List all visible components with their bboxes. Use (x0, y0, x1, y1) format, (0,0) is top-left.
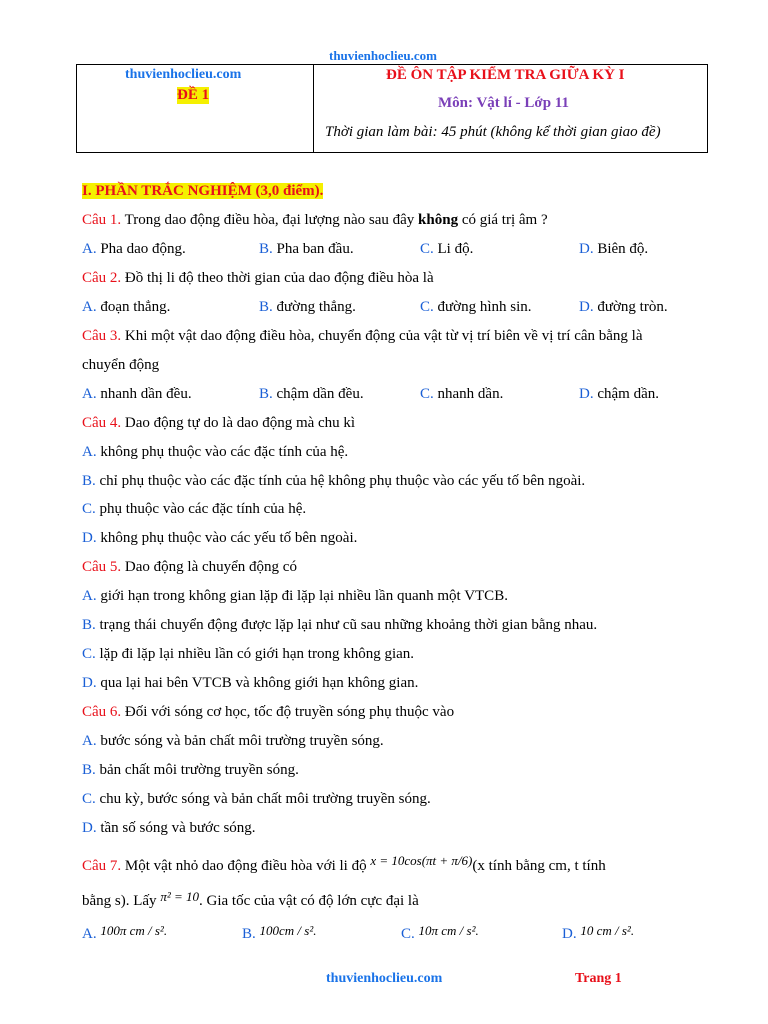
q6-option-c[interactable]: C. chu kỳ, bước sóng và bản chất môi trường truyền sóng. (82, 791, 431, 807)
exam-subject: Môn: Vật lí - Lớp 11 (438, 95, 569, 111)
exam-title: ĐỀ ÔN TẬP KIỂM TRA GIỮA KỲ I (386, 67, 625, 83)
q7-formula-2: π² = 10 (160, 889, 199, 904)
q3-option-d[interactable]: D. chậm dần. (579, 386, 659, 402)
q2-option-d[interactable]: D. đường tròn. (579, 299, 668, 315)
q4-option-d[interactable]: D. không phụ thuộc vào các yếu tố bên ngoài. (82, 530, 358, 546)
q3-option-c[interactable]: C. nhanh dần. (420, 386, 504, 402)
q3-option-a[interactable]: A. nhanh dần đều. (82, 386, 192, 402)
q1-option-c[interactable]: C. Li độ. (420, 241, 474, 257)
q6-option-b[interactable]: B. bản chất môi trường truyền sóng. (82, 762, 299, 778)
q7-option-b[interactable]: B. 100cm / s². (242, 923, 317, 942)
q2-option-b[interactable]: B. đường thẳng. (259, 299, 356, 315)
question-4: Câu 4. Dao động tự do là dao động mà chu kì (82, 415, 356, 431)
question-7: Câu 7. Một vật nhỏ dao động điều hòa với li độ x = 10cos(πt + π/6)(x tính bằng cm, t tính (82, 853, 606, 874)
question-1: Câu 1. Trong dao động điều hòa, đại lượng nào sau đây không có giá trị âm ? (82, 212, 548, 228)
q2-option-a[interactable]: A. đoạn thẳng. (82, 299, 171, 315)
q5-option-c[interactable]: C. lặp đi lặp lại nhiều lần có giới hạn trong không gian. (82, 646, 415, 662)
q7-option-c[interactable]: C. 10π cm / s². (401, 923, 479, 942)
q5-option-a[interactable]: A. giới hạn trong không gian lặp đi lặp lại nhiều lần quanh một VTCB. (82, 588, 508, 604)
footer-site-link[interactable]: thuvienhoclieu.com (326, 971, 443, 986)
q5-option-d[interactable]: D. qua lại hai bên VTCB và không giới hạn không gian. (82, 675, 419, 691)
question-3: Câu 3. Khi một vật dao động điều hòa, chuyển động của vật từ vị trí biên về vị trí cân bằng là (82, 328, 643, 344)
question-7-cont: bằng s). Lấy π² = 10. Gia tốc của vật có độ lớn cực đại là (82, 889, 419, 909)
question-5: Câu 5. Dao động là chuyển động có (82, 559, 297, 575)
q5-option-b[interactable]: B. trạng thái chuyển động được lặp lại như cũ sau những khoảng thời gian bằng nhau. (82, 617, 598, 633)
q4-option-b[interactable]: B. chỉ phụ thuộc vào các đặc tính của hệ không phụ thuộc vào các yếu tố bên ngoài. (82, 473, 586, 489)
header-divider (313, 65, 314, 152)
q6-option-a[interactable]: A. bước sóng và bản chất môi trường truyền sóng. (82, 733, 384, 749)
q7-option-d[interactable]: D. 10 cm / s². (562, 923, 635, 942)
q4-option-a[interactable]: A. không phụ thuộc vào các đặc tính của hệ. (82, 444, 349, 460)
header-site[interactable]: thuvienhoclieu.com (125, 67, 242, 82)
q1-option-b[interactable]: B. Pha ban đầu. (259, 241, 354, 257)
question-6: Câu 6. Đối với sóng cơ học, tốc độ truyền sóng phụ thuộc vào (82, 704, 455, 720)
section-title: I. PHẦN TRẮC NGHIỆM (3,0 điểm). (82, 183, 324, 199)
top-site-link[interactable]: thuvienhoclieu.com (329, 48, 437, 63)
exam-time: Thời gian làm bài: 45 phút (không kể thời gian giao đề) (325, 124, 661, 140)
q1-option-d[interactable]: D. Biên độ. (579, 241, 649, 257)
q2-option-c[interactable]: C. đường hình sin. (420, 299, 532, 315)
q1-option-a[interactable]: A. Pha dao động. (82, 241, 186, 257)
question-2: Câu 2. Đồ thị li độ theo thời gian của dao động điều hòa là (82, 270, 434, 286)
header-box (76, 64, 708, 153)
page-number: Trang 1 (575, 971, 622, 986)
exam-code: ĐỀ 1 (177, 87, 210, 103)
q7-option-a[interactable]: A. 100π cm / s². (82, 923, 168, 942)
q6-option-d[interactable]: D. tần số sóng và bước sóng. (82, 820, 256, 836)
q7-formula: x = 10cos(πt + π/6) (370, 853, 473, 868)
q3-option-b[interactable]: B. chậm dần đều. (259, 386, 364, 402)
q4-option-c[interactable]: C. phụ thuộc vào các đặc tính của hệ. (82, 501, 307, 517)
question-3-cont: chuyển động (82, 357, 160, 373)
